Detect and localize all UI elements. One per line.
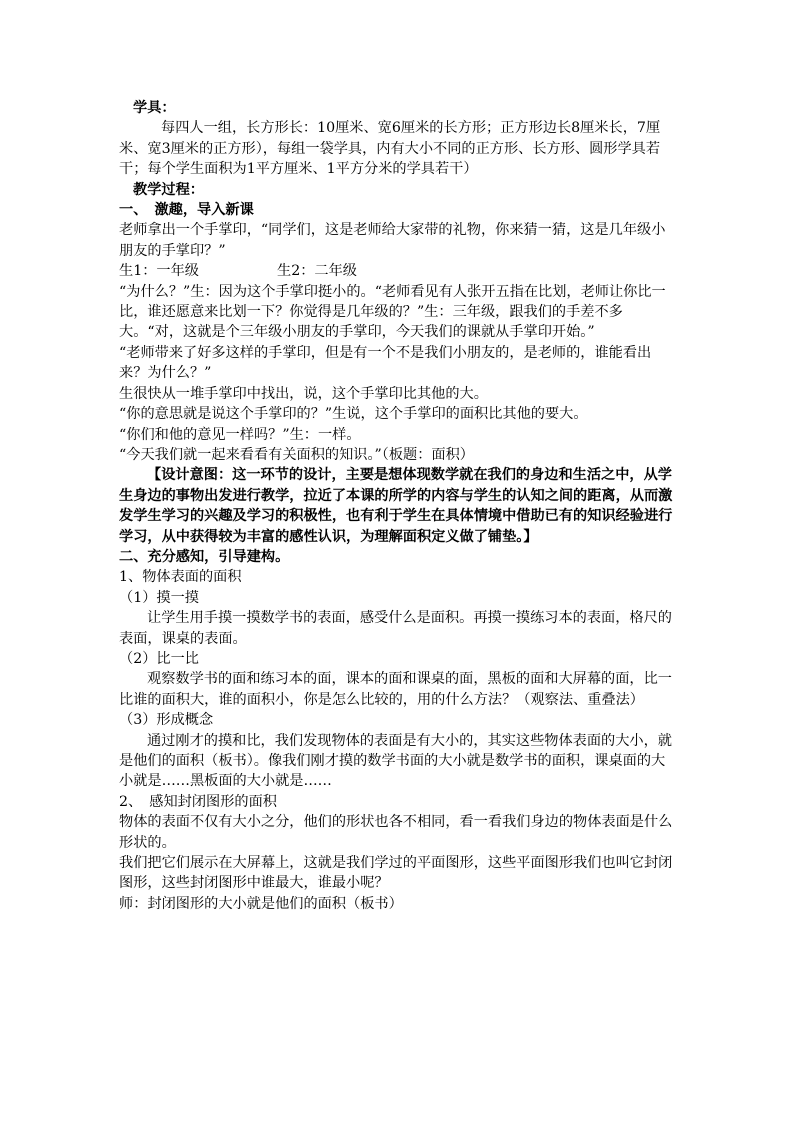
student-answer-1: 生1：一年级 <box>119 263 199 280</box>
paragraph-xueju: 每四人一组，长方形长：10厘米、宽6厘米的长方形；正方形边长8厘米长，7厘米、宽3厘米的正方形），每组一袋学具，内有大小不同的正方形、长方形、圆形学具若干；每个学生面积为1平方厘米、1平方分米的学具若干） <box>119 120 661 178</box>
paragraph-2c: 师：封闭图形的大小就是他们的面积（板书） <box>119 895 403 912</box>
paragraph-5: “你的意思就是说这个手掌印的？”生说，这个手掌印的面积比其他的要大。 <box>119 406 588 423</box>
heading-1-2: （2）比一比 <box>119 650 199 667</box>
heading-process: 教学过程： <box>133 181 204 198</box>
paragraph-6: “你们和他的意见一样吗？”生：一样。 <box>119 426 361 443</box>
heading-1: 1、物体表面的面积 <box>119 569 242 586</box>
heading-section-2: 二、充分感知，引导建构。 <box>119 548 290 565</box>
paragraph-1: 老师拿出一个手掌印，“同学们，这是老师给大家带的礼物，你来猜一猜，这是几年级小朋友的手掌印？” <box>119 222 666 259</box>
student-answers-row <box>119 261 675 281</box>
heading-1-1: （1）摸一摸 <box>119 589 199 606</box>
paragraph-1-1: 让学生用手摸一摸数学书的表面，感受什么是面积。再摸一摸练习本的表面，格尺的表面，课桌的表面。 <box>119 610 672 647</box>
document-page <box>119 98 675 914</box>
paragraph-2a: 物体的表面不仅有大小之分，他们的形状也各不相同，看一看我们身边的物体表面是什么形状的。 <box>119 814 673 851</box>
student-answer-2: 生2：二年级 <box>277 263 357 280</box>
paragraph-7: “今天我们就一起来看看有关面积的知识。”（板题：面积） <box>119 446 474 463</box>
paragraph-1-3: 通过刚才的摸和比，我们发现物体的表面是有大小的，其实这些物体表面的大小，就是他们的面积（板书）。像我们刚才摸的数学书面的大小就是数学书的面积，课桌面的大小就是……黑板面的大小就是…… <box>119 732 672 790</box>
paragraph-2b: 我们把它们展示在大屏幕上，这就是我们学过的平面图形，这些平面图形我们也叫它封闭图形，这些封闭图形中谁最大，谁最小呢？ <box>119 855 673 892</box>
design-intent-paragraph: 【设计意图：这一环节的设计，主要是想体现数学就在我们的身边和生活之中，从学生身边的事物出发进行教学，拉近了本课的所学的内容与学生的认知之间的距离，从而激发学生学习的兴趣及学习的积极性，也有利于学生在具体情境中借助已有的知识经验进行学习，从中获得较为丰富的感性认识，为理解面积定义做了铺垫。】 <box>119 467 673 545</box>
heading-2: 2、 感知封闭图形的面积 <box>119 793 277 810</box>
paragraph-1-2: 观察数学书的面和练习本的面，课本的面和课桌的面，黑板的面和大屏幕的面，比一比谁的面积大，谁的面积小，你是怎么比较的，用的什么方法？（观察法、重叠法） <box>119 671 672 708</box>
heading-xueju: 学具： <box>133 100 176 116</box>
heading-1-3: （3）形成概念 <box>119 712 214 729</box>
paragraph-2: “为什么？”生：因为这个手掌印挺小的。“老师看见有人张开五指在比划，老师让你比一比，谁还愿意来比划一下？你觉得是几年级的？”生：三年级，跟我们的手差不多大。“对，这就是个三年级小朋友的手掌印，今天我们的课就从手掌印开始。” <box>119 283 666 341</box>
paragraph-3: “老师带来了好多这样的手掌印，但是有一个不是我们小朋友的，是老师的，谁能看出来？为什么？” <box>119 344 652 382</box>
heading-section-1: 一、 激趣，导入新课 <box>119 202 254 219</box>
paragraph-4: 生很快从一堆手掌印中找出，说，这个手掌印比其他的大。 <box>119 385 488 402</box>
